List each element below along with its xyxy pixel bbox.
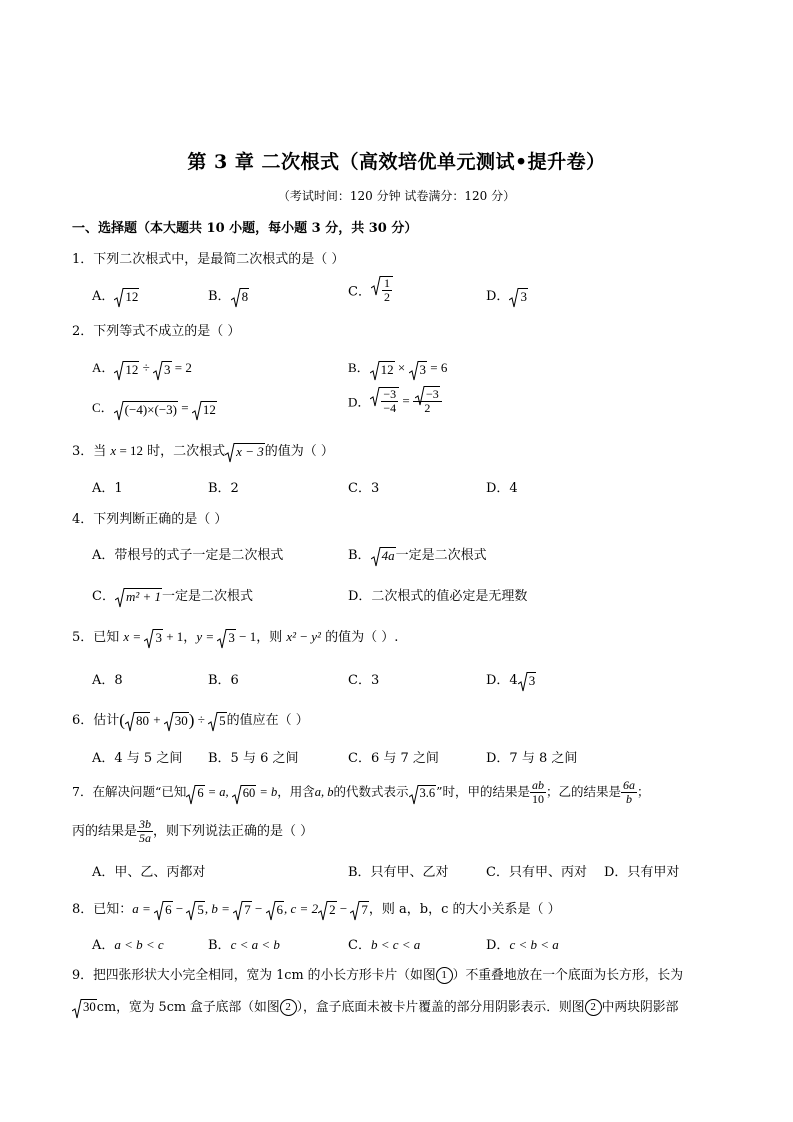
question-1-option-b: B． 8 bbox=[208, 285, 249, 305]
page-title: 第 3 章 二次根式（高效培优单元测试•提升卷） bbox=[187, 151, 606, 173]
question-7-option-c: C．只有甲、丙对 bbox=[486, 865, 587, 880]
question-3-option-b: B．2 bbox=[208, 481, 239, 496]
question-3-option-a: A．1 bbox=[92, 481, 123, 496]
section-heading: 一、选择题（本大题共 10 小题，每小题 3 分，共 30 分） bbox=[72, 221, 418, 236]
question-7-option-a: A．甲、乙、丙都对 bbox=[92, 865, 206, 880]
question-2-option-c: C． (−4)×(−3) = 12 bbox=[92, 397, 217, 418]
figure-2-marker: 2 bbox=[280, 999, 297, 1016]
question-4-stem: 4．下列判断正确的是（ ） bbox=[72, 512, 228, 527]
question-8-option-c: C．b < c < a bbox=[348, 937, 421, 953]
question-7-option-d: D．只有甲对 bbox=[604, 865, 680, 880]
question-8-option-b: B．c < a < b bbox=[208, 937, 280, 953]
question-1-option-c: C． $\frac{1}{2}$ bbox=[348, 276, 393, 304]
question-5-option-b: B．6 bbox=[208, 673, 239, 688]
question-5-stem: 5．已知 x = 3 + 1，y = 3 − 1，则 x² − y² 的值为（ ）. bbox=[72, 626, 398, 646]
question-1-option-a: A． 12 bbox=[92, 285, 139, 305]
question-7-option-b: B．只有甲、乙对 bbox=[348, 865, 449, 880]
question-3-option-d: D．4 bbox=[486, 481, 518, 496]
question-5-option-d: D．4 3 bbox=[486, 669, 536, 689]
question-4-option-d: D．二次根式的值必定是无理数 bbox=[348, 589, 528, 604]
question-3-stem: 3．当 x = 12 时，二次根式 x − 3的值为（ ） bbox=[72, 440, 334, 460]
question-2-option-a: A． 12 ÷ 3 = 2 bbox=[92, 357, 192, 378]
question-9-stem-line-2: 30cm，宽为 5cm 盒子底部（如图 2 ），盒子底面未被卡片覆盖的部分用阴影表示．则图 2 中两块阴影部 bbox=[72, 996, 678, 1016]
page-subtitle: （考试时间：120 分钟 试卷满分：120 分） bbox=[277, 189, 516, 203]
question-2-option-b: B． 12 × 3 = 6 bbox=[348, 357, 447, 378]
question-8-option-a: A．a < b < c bbox=[92, 937, 164, 953]
figure-1-marker: 1 bbox=[436, 967, 453, 984]
question-5-option-a: A．8 bbox=[92, 673, 123, 688]
question-8-stem: 8．已知：a = 6 − 5, b = 7 − 6, c = 2 2 − 7，则 a，b，c 的大小关系是（ ） bbox=[72, 898, 561, 918]
question-4-option-a: A．带根号的式子一定是二次根式 bbox=[92, 548, 284, 563]
question-1-option-d: D． 3 bbox=[486, 285, 528, 305]
question-4-option-b: B． 4a一定是二次根式 bbox=[348, 544, 487, 564]
question-5-option-c: C．3 bbox=[348, 673, 380, 688]
question-2-option-d: D． $\frac{-3}{-4}$ = $\frac{-3}{2}$ bbox=[348, 386, 442, 416]
question-8-option-d: D．c < b < a bbox=[486, 937, 559, 953]
question-6-option-d: D．7 与 8 之间 bbox=[486, 751, 578, 766]
question-6-stem: 6．估计( 80 + 30) ÷ 5的值应在（ ） bbox=[72, 710, 309, 730]
figure-2-marker-ref: 2 bbox=[585, 999, 602, 1016]
question-6-option-b: B．5 与 6 之间 bbox=[208, 751, 299, 766]
question-3-option-c: C．3 bbox=[348, 481, 380, 496]
question-6-option-c: C．6 与 7 之间 bbox=[348, 751, 439, 766]
question-2-stem: 2．下列等式不成立的是（ ） bbox=[72, 324, 241, 339]
question-6-option-a: A．4 与 5 之间 bbox=[92, 751, 183, 766]
question-7-stem: 7．在解决问题“已知 6 = a, 60 = b，用含a, b的代数式表示 3.6”时，甲的结果是 $\frac{ab}{10}$ ；乙的结果是 $\frac{6a}{b}$ ； bbox=[72, 778, 650, 807]
question-7-stem-line-2: 丙的结果是 $\frac{3b}{5a}$ ，则下列说法正确的是（ ） bbox=[72, 817, 314, 846]
question-1-stem: 1．下列二次根式中，是最简二次根式的是（ ） bbox=[72, 252, 345, 267]
question-4-option-c: C． m² + 1一定是二次根式 bbox=[92, 585, 253, 605]
question-9-stem: 9．把四张形状大小完全相同，宽为 1cm 的小长方形卡片（如图 1 ）不重叠地放在一个底面为长方形，长为 bbox=[72, 968, 683, 983]
